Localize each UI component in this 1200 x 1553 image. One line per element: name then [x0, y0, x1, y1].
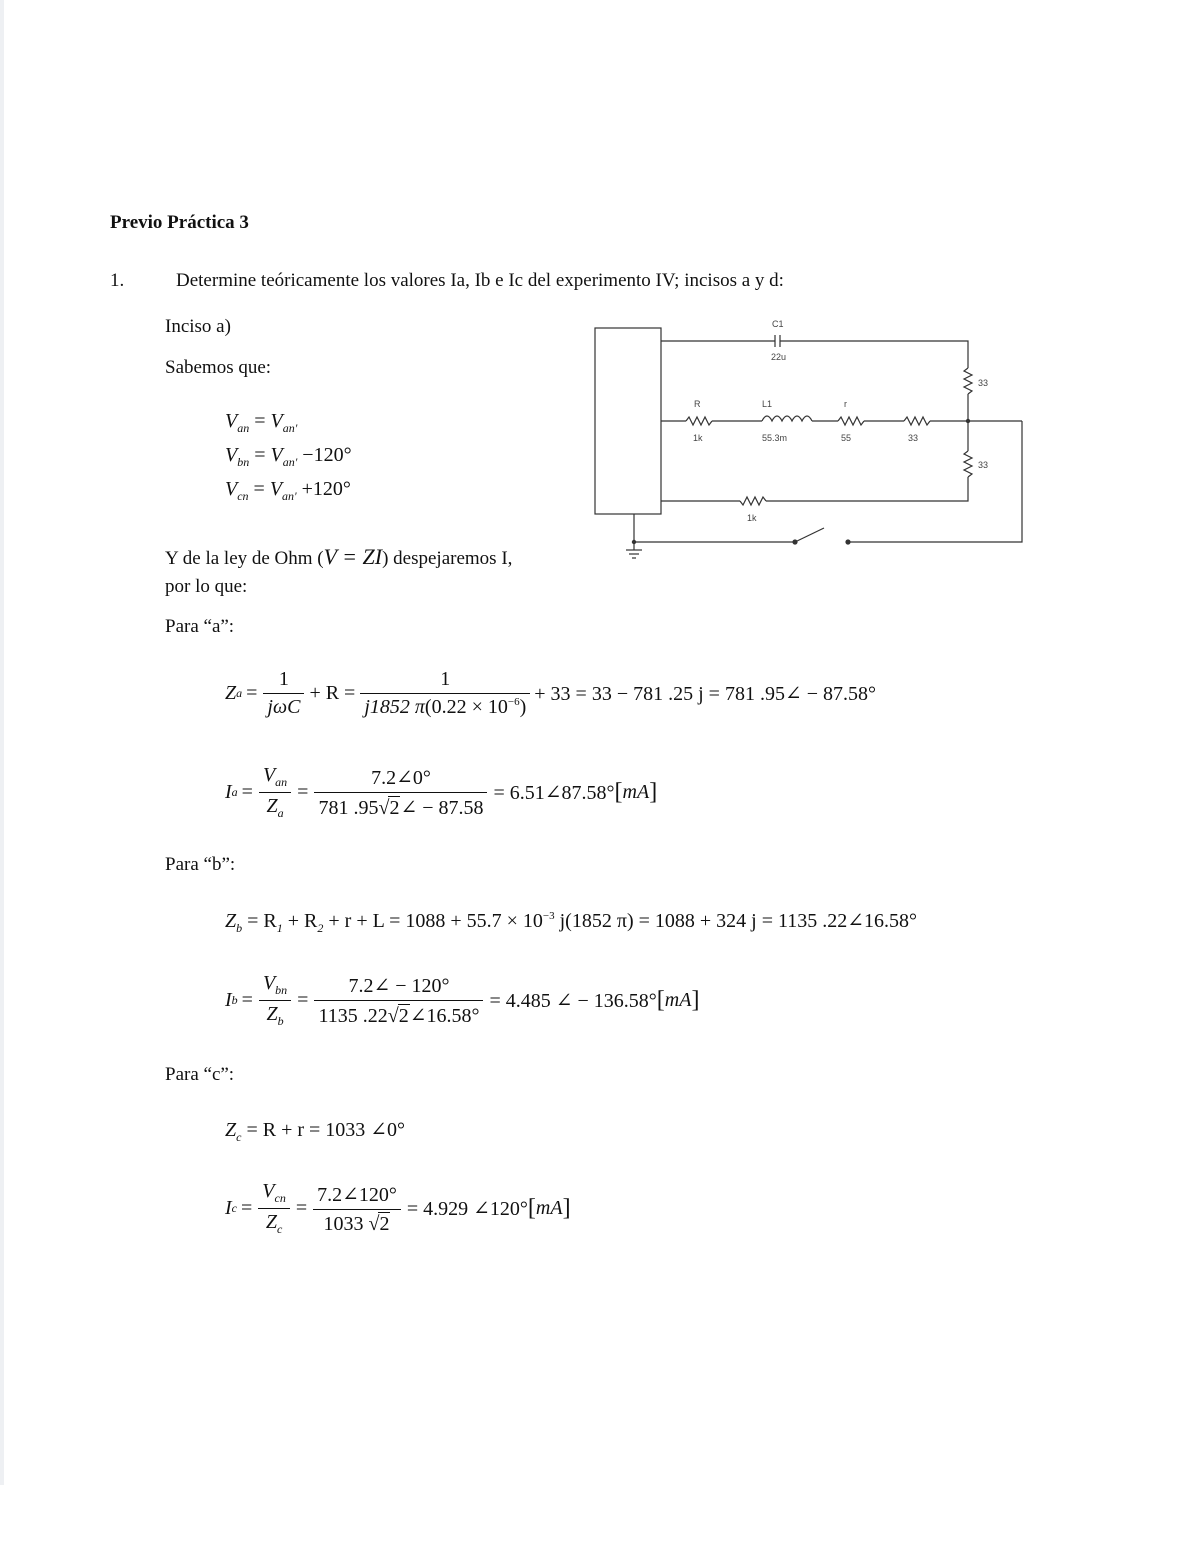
- voltage-relation-an: $V_{an} = V_{an'}$: [225, 410, 298, 435]
- resistor-r-small: [838, 417, 864, 425]
- circuit-diagram: [590, 316, 1030, 566]
- switch-blade: [795, 528, 824, 542]
- resistor-right-top: [964, 368, 972, 394]
- por-lo-que-text: por lo que:: [165, 576, 248, 597]
- r33-value: 33: [908, 433, 919, 443]
- page-title: Previo Práctica 3: [110, 212, 249, 233]
- question-number: 1.: [110, 270, 125, 291]
- inductor-l1: [762, 416, 812, 421]
- r-right-bottom-value: 33: [978, 460, 989, 470]
- page-edge: [0, 0, 4, 1485]
- r-small-label: r: [844, 399, 847, 409]
- wire-switch-return: [848, 421, 1022, 542]
- equation-zb: $Z_b = R_1 + R_2 + r + L = 1088 + 55.7 \times 10^{-3}$ j(1852 π) = 1088 + 324 j = 1135 .22∠16.58°: [225, 910, 918, 935]
- l1-label: L1: [762, 399, 773, 409]
- voltage-relation-bn: $V_{bn} = V_{an'} -120^\circ$: [225, 444, 352, 469]
- ia-fraction-1: $\frac{V_{an}}{Z_a}$: [259, 764, 291, 821]
- equation-ic: I c = $\frac{V_{cn}}{Z_c}$ = $\frac{7.2\angle 120^\circ}{1033 √2}$ = 4.929 ∠120° [ mA ]: [225, 1180, 571, 1236]
- ib-fraction-2: $\frac{7.2\angle - 120^\circ}{1135 .22√2\angle 16.58^\circ}$: [314, 973, 483, 1028]
- za-fraction-1: $\frac{1}{\text{jωC}}$: [263, 668, 304, 719]
- resistor-33: [904, 417, 930, 425]
- l1-value: 55.3m: [762, 433, 788, 443]
- ic-fraction-2: $\frac{7.2\angle 120^\circ}{1033 √2}$: [313, 1182, 401, 1236]
- equation-zc: $Z_c = R + r = 1033$ ∠0°: [225, 1119, 406, 1144]
- equation-za: Z a = $\frac{1}{\text{jωC}}$ + R = $\frac{1}{j1852 \pi(0.22 \times 10^{-6})}$ + 33 = 33 − 781 .25 j = 781 .95∠ − 87.58°: [225, 668, 876, 718]
- za-fraction-2: $\frac{1}{j1852 \pi(0.22 \times 10^{-6})}$: [360, 668, 530, 719]
- sabemos-text: Sabemos que:: [165, 357, 272, 378]
- question-text: Determine teóricamente los valores Ia, Ib e Ic del experimento IV; incisos a y d:: [176, 270, 784, 291]
- c1-value: 22u: [771, 352, 787, 362]
- source-block: [595, 328, 661, 514]
- ohm-sentence: Y de la ley de Ohm (V = ZI) despejaremos I,: [165, 544, 513, 569]
- equation-ib: I b = $\frac{V_{bn}}{Z_b}$ = $\frac{7.2\angle - 120^\circ}{1135 .22√2\angle 16.58^\circ}$ = 4.485 ∠ − 136.58° [ mA ]: [225, 972, 700, 1028]
- wire-top-right: [780, 341, 968, 368]
- ohm-formula: V = ZI: [323, 544, 383, 569]
- r-right-top-value: 33: [978, 378, 989, 388]
- r-value: 1k: [693, 433, 703, 443]
- voltage-relation-cn: $V_{cn} = V_{an'} +120^\circ$: [225, 478, 351, 503]
- ia-fraction-2: $\frac{7.2\angle 0^\circ}{781 .95√2\angle - 87.58}$: [314, 765, 487, 820]
- inciso-a-label: Inciso a): [165, 316, 231, 337]
- r-label: R: [694, 399, 701, 409]
- resistor-bottom: [740, 497, 766, 505]
- ib-fraction-1: $\frac{V_{bn}}{Z_b}$: [259, 972, 291, 1029]
- r-small-value: 55: [841, 433, 852, 443]
- para-c-label: Para “c”:: [165, 1064, 235, 1085]
- para-a-label: Para “a”:: [165, 616, 235, 637]
- resistor-right-bottom: [964, 451, 972, 477]
- wire-bottom-right: [766, 477, 968, 501]
- r-bottom-value: 1k: [747, 513, 757, 523]
- equation-ia: I a = $\frac{V_{an}}{Z_a}$ = $\frac{7.2\angle 0^\circ}{781 .95√2\angle - 87.58}$ = 6.51∠87.58° [ mA ]: [225, 764, 658, 820]
- ic-fraction-1: $\frac{V_{cn}}{Z_c}$: [258, 1180, 290, 1237]
- resistor-r: [686, 417, 712, 425]
- wire-ground: [634, 514, 795, 542]
- c1-label: C1: [772, 319, 784, 329]
- para-b-label: Para “b”:: [165, 854, 236, 875]
